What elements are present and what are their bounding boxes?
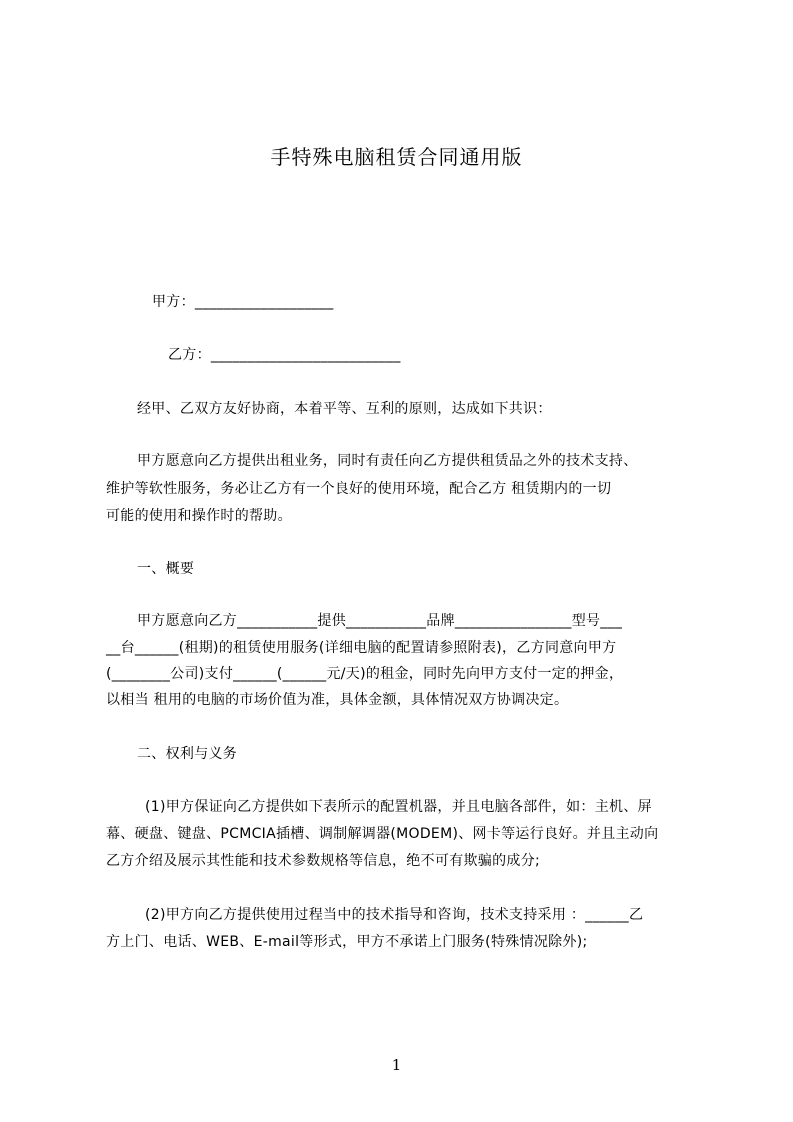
document-title: 手特殊电脑租赁合同通用版 — [270, 145, 523, 169]
section1-heading: 一、概要 — [137, 561, 195, 577]
section1-line-1: 甲方愿意向乙方___________提供___________品牌________________型号___ — [137, 613, 623, 629]
section1-line-4: 以相当 租用的电脑的市场价值为准，具体金额，具体情况双方协调决定。 — [106, 692, 569, 708]
party-b-line: 乙方：__________________________ — [168, 347, 401, 363]
para1-line-2: 维护等软性服务，务必让乙方有一个良好的使用环境，配合乙方 租赁期内的一切 — [106, 481, 612, 497]
section1-line-3: (________公司)支付______(______元/天)的租金，同时先向甲方支付一定的押金， — [106, 666, 624, 682]
intro-paragraph: 经甲、乙双方友好协商，本着平等、互利的原则，达成如下共识： — [137, 401, 552, 417]
page-number: 1 — [391, 1056, 402, 1074]
item2-line-1: (2)甲方向乙方提供使用过程当中的技术指导和咨询，技术支持采用 ：______乙 — [145, 907, 644, 923]
section1-line-2: __台______(租期)的租赁使用服务(详细电脑的配置请参照附表)，乙方同意向甲方 — [106, 640, 617, 656]
item1-line-3: 乙方介绍及展示其性能和技术参数规格等信息，绝不可有欺骗的成分; — [106, 853, 541, 869]
item2-line-2: 方上门、电话、WEB、E-mail等形式，甲方不承诺上门服务(特殊情况除外); — [106, 934, 588, 950]
party-a-line: 甲方：___________________ — [152, 294, 334, 310]
para1-line-1: 甲方愿意向乙方提供出租业务，同时有责任向乙方提供租赁品之外的技术支持、 — [137, 453, 638, 469]
item1-line-1: (1)甲方保证向乙方提供如下表所示的配置机器，并且电脑各部件，如：主机、屏 — [145, 799, 652, 815]
item1-line-2: 幕、硬盘、键盘、PCMCIA插槽、调制解调器(MODEM)、网卡等运行良好。并且主动向 — [106, 826, 659, 842]
para1-line-3: 可能的使用和操作时的帮助。 — [106, 508, 292, 524]
section2-heading: 二、权利与义务 — [137, 746, 238, 762]
